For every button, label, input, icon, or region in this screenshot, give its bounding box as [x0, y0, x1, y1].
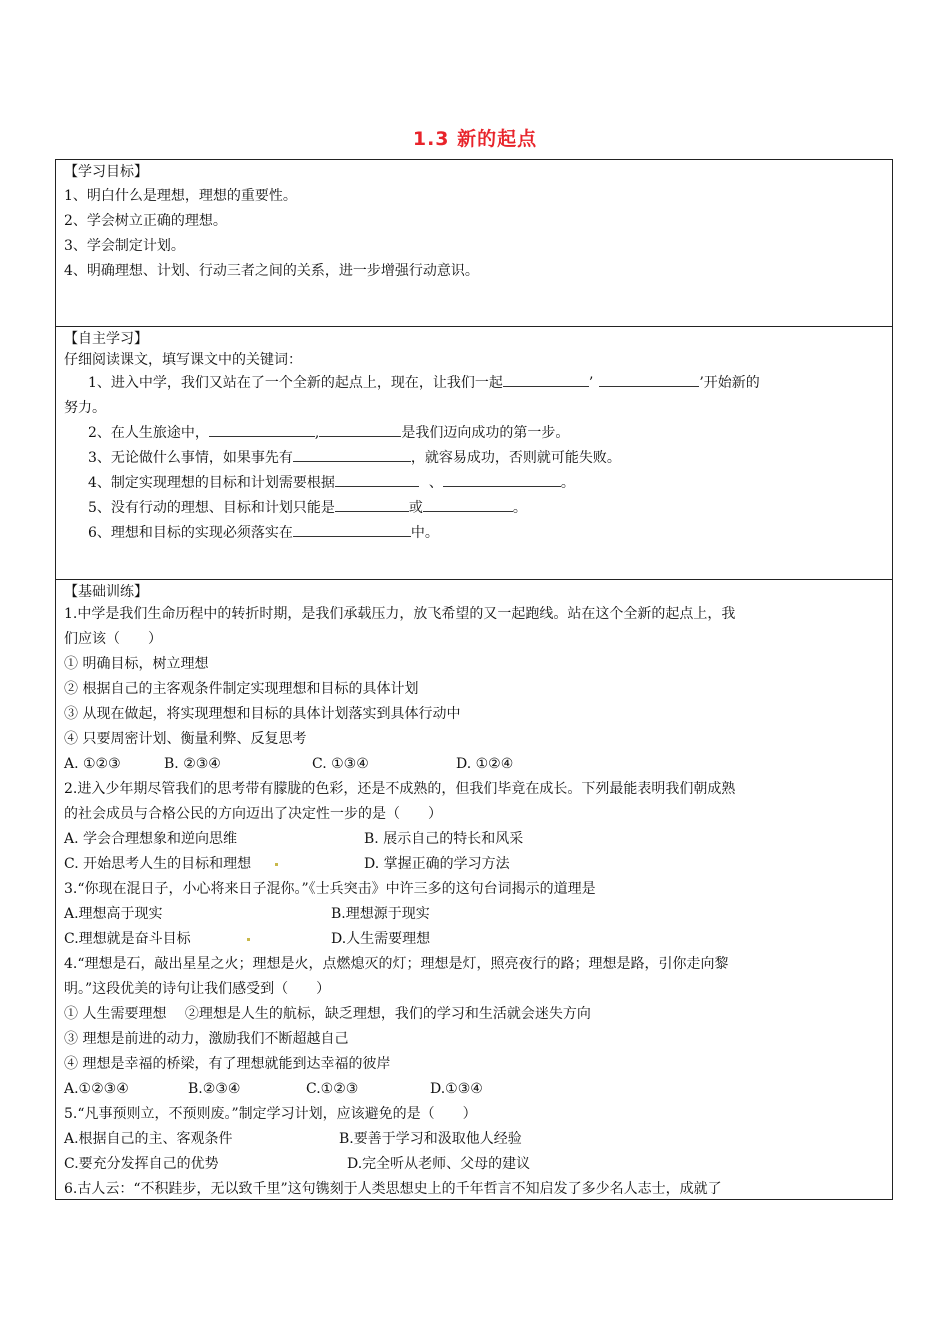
choice-row	[64, 827, 884, 852]
answer-blank[interactable]	[335, 472, 419, 487]
choice-b[interactable]: B.②③④	[188, 1081, 241, 1097]
goal-item: 3、学会制定计划。	[64, 238, 185, 254]
choice-c[interactable]: C. ①③④	[312, 756, 369, 772]
choice-a[interactable]: A.理想高于现实	[64, 906, 163, 922]
question-text: 的社会成员与合格公民的方向迈出了决定性一步的是（ ）	[64, 806, 442, 822]
section-heading: 【学习目标】	[64, 164, 148, 180]
choice-a[interactable]: A.根据自己的主、客观条件	[64, 1131, 233, 1147]
self-study-section	[56, 326, 892, 579]
intro-text: 仔细阅读课文，填写课文中的关键词：	[64, 352, 302, 368]
question-text: 4.“理想是石，敲出星星之火；理想是火，点燃熄灭的灯；理想是灯，照亮夜行的路；理想是路，引你走向黎	[64, 956, 729, 972]
statement-option: ① 明确目标，树立理想	[64, 656, 209, 672]
answer-blank[interactable]	[293, 522, 411, 537]
choice-b[interactable]: B.理想源于现实	[331, 906, 430, 922]
choice-row	[64, 927, 884, 952]
choice-a[interactable]: A. ①②③	[64, 756, 121, 772]
question-text: 2.进入少年期尽管我们的思考带有朦胧的色彩，还是不成熟的，但我们毕竟在成长。下列最能表明我们朝成熟	[64, 781, 736, 797]
fill-question: 6、理想和目标的实现必须落实在 中。	[64, 521, 884, 546]
choice-d[interactable]: D. ①②④	[456, 756, 514, 772]
basic-training-section	[56, 579, 892, 1199]
speck	[247, 938, 250, 941]
goal-item: 1、明白什么是理想，理想的重要性。	[64, 188, 297, 204]
choice-d[interactable]: D.①③④	[430, 1081, 483, 1097]
choice-a[interactable]: A.①②③④	[64, 1081, 129, 1097]
speck	[275, 863, 278, 866]
fill-question: 2、在人生旅途中， , 是我们迈向成功的第一步。	[64, 421, 884, 446]
question-text: 5.“凡事预则立，不预则废。”制定学习计划，应该避免的是（ ）	[64, 1106, 477, 1122]
section-heading: 【基础训练】	[64, 584, 148, 600]
answer-blank[interactable]	[423, 497, 513, 512]
choice-d[interactable]: D.完全听从老师、父母的建议	[347, 1156, 531, 1172]
choice-a[interactable]: A. 学会合理想象和逆向思维	[64, 831, 238, 847]
answer-blank[interactable]	[293, 447, 411, 462]
fill-question: 1、进入中学，我们又站在了一个全新的起点上，现在，让我们一起 ’ ’开始新的	[64, 371, 884, 396]
statement-option: ③ 理想是前进的动力，激励我们不断超越自己	[64, 1031, 349, 1047]
choice-row	[64, 1152, 884, 1177]
statement-option: ④ 理想是幸福的桥梁，有了理想就能到达幸福的彼岸	[64, 1056, 391, 1072]
choice-row	[64, 1127, 884, 1152]
choice-b[interactable]: B. ②③④	[164, 756, 221, 772]
choice-d[interactable]: D.人生需要理想	[331, 931, 431, 947]
fill-question-cont: 努力。	[64, 400, 106, 416]
choice-d[interactable]: D. 掌握正确的学习方法	[364, 856, 510, 872]
choice-c[interactable]: C.①②③	[306, 1081, 359, 1097]
answer-blank[interactable]	[503, 372, 589, 387]
answer-blank[interactable]	[443, 472, 561, 487]
choice-c[interactable]: C. 开始思考人生的目标和理想	[64, 852, 364, 877]
choice-c[interactable]: C.要充分发挥自己的优势	[64, 1156, 219, 1172]
goal-item: 4、明确理想、计划、行动三者之间的关系，进一步增强行动意识。	[64, 263, 479, 279]
choice-row	[64, 752, 884, 777]
fill-question: 3、无论做什么事情，如果事先有 ，就容易成功，否则就可能失败。	[64, 446, 884, 471]
statement-option: ① 人生需要理想 ②理想是人生的航标，缺乏理想，我们的学习和生活就会迷失方向	[64, 1006, 591, 1022]
section-heading: 【自主学习】	[64, 331, 148, 347]
choice-row	[64, 1077, 884, 1102]
statement-option: ② 根据自己的主客观条件制定实现理想和目标的具体计划	[64, 681, 419, 697]
choice-row	[64, 902, 884, 927]
question-text: 们应该（ ）	[64, 631, 162, 647]
choice-b[interactable]: B. 展示自己的特长和风采	[364, 831, 524, 847]
statement-option: ③ 从现在做起，将实现理想和目标的具体计划落实到具体行动中	[64, 706, 461, 722]
answer-blank[interactable]	[209, 422, 315, 437]
answer-blank[interactable]	[319, 422, 401, 437]
question-text: 3.“你现在混日子，小心将来日子混你。”《士兵突击》中许三多的这句台词揭示的道理是	[64, 881, 596, 897]
choice-b[interactable]: B.要善于学习和汲取他人经验	[339, 1131, 522, 1147]
page-title: 1.3 新的起点	[412, 128, 538, 150]
choice-row	[64, 852, 884, 877]
fill-question: 4、制定实现理想的目标和计划需要根据 、 。	[64, 471, 884, 496]
question-text: 6.古人云：“不积跬步，无以致千里”这句镌刻于人类思想史上的千年哲言不知启发了多少名人志士，成就了	[64, 1181, 722, 1197]
answer-blank[interactable]	[599, 372, 699, 387]
learning-goals-section	[56, 160, 892, 326]
question-text: 明。”这段优美的诗句让我们感受到（ ）	[64, 981, 331, 997]
question-text: 1.中学是我们生命历程中的转折时期，是我们承载压力，放飞希望的又一起跑线。站在这个全新的起点上，我	[64, 606, 736, 622]
statement-option: ④ 只要周密计划、衡量利弊、反复思考	[64, 731, 307, 747]
goal-item: 2、学会树立正确的理想。	[64, 213, 227, 229]
worksheet-table	[55, 159, 893, 1200]
choice-c[interactable]: C.理想就是奋斗目标	[64, 927, 331, 952]
fill-question: 5、没有行动的理想、目标和计划只能是 或 。	[64, 496, 884, 521]
answer-blank[interactable]	[335, 497, 409, 512]
